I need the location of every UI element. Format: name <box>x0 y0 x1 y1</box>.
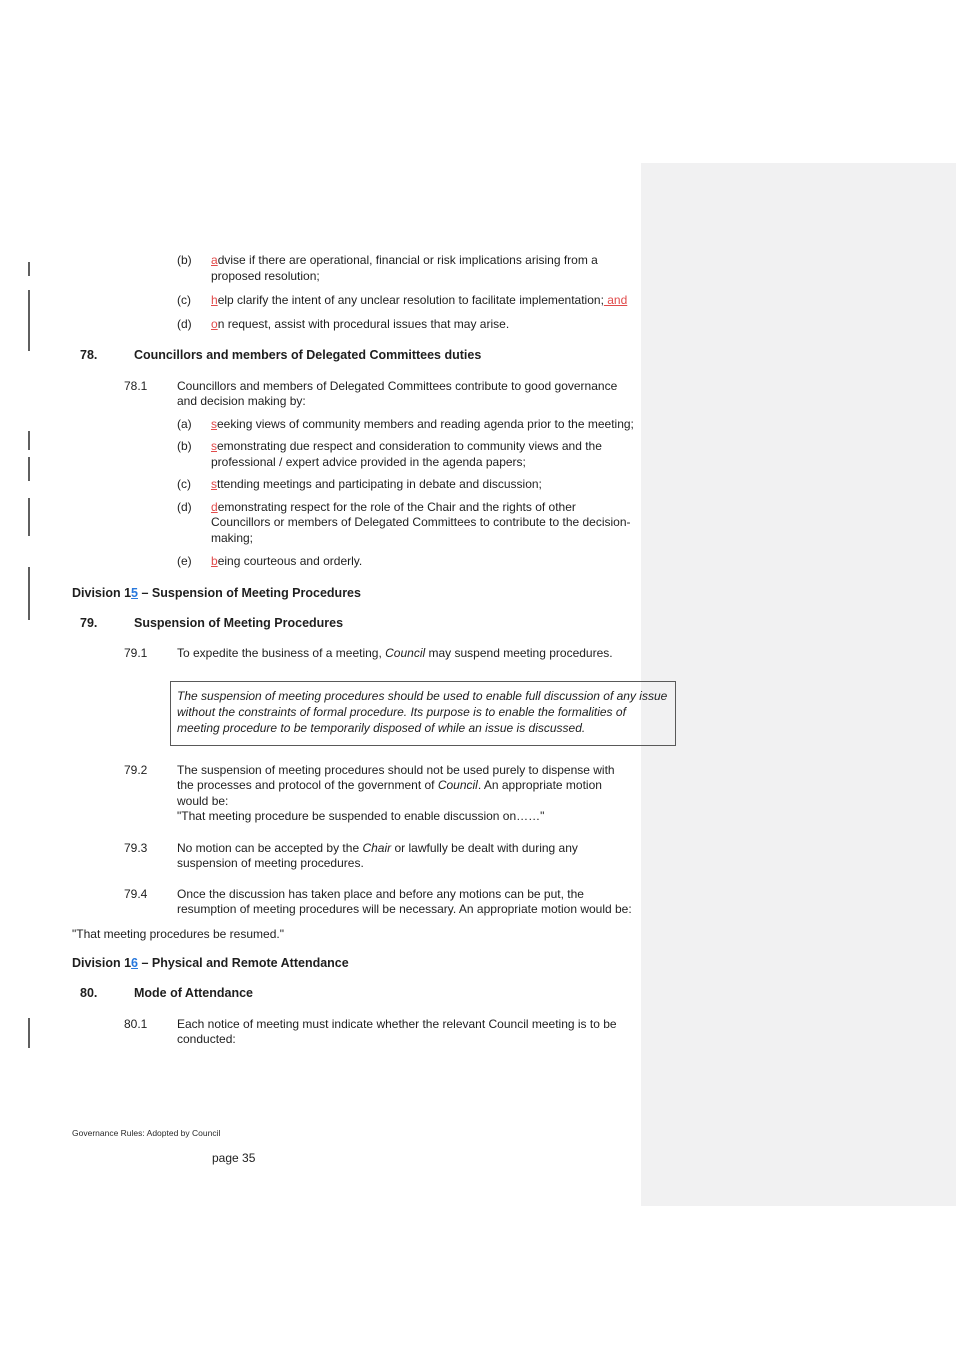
section-heading-79 <box>80 616 676 632</box>
list-item-label: (b) <box>177 253 192 267</box>
list-item <box>177 293 676 309</box>
change-bar <box>28 457 30 481</box>
list-item-label: (d) <box>177 499 192 514</box>
list-item-text <box>211 554 636 570</box>
text-segment: No motion can be accepted by the <box>177 840 363 855</box>
text-segment: Chair <box>362 840 392 855</box>
note-box-text <box>177 689 667 735</box>
change-bar <box>28 290 30 351</box>
section-heading-80 <box>80 986 676 1002</box>
list-item <box>177 417 676 433</box>
text-segment: – Physical and Remote Attendance <box>138 956 349 970</box>
list-item-label: (e) <box>177 554 192 568</box>
list-item <box>177 253 676 284</box>
list-item-text <box>211 477 636 493</box>
clause-78-1 <box>124 379 676 410</box>
change-bar <box>28 567 30 620</box>
section-number: 78. <box>80 348 98 362</box>
text-segment: elp clarify the intent of any unclear resolution to facilitate implementation; <box>217 293 604 307</box>
text-segment: Division 1 <box>72 956 132 970</box>
clause-text <box>177 763 633 825</box>
text-segment: "That meeting procedure be suspended to enable discussion on……" <box>177 809 545 823</box>
change-bar <box>28 431 30 450</box>
section-title: Suspension of Meeting Procedures <box>134 615 344 630</box>
text-segment: d <box>211 499 218 514</box>
list-item <box>177 554 676 570</box>
text-segment: h <box>211 293 218 307</box>
text-segment: s <box>211 477 217 491</box>
clause-number: 79.3 <box>124 840 148 855</box>
text-segment: Councillors and members of Delegated Committees contribute to good governance and decision making by: <box>177 378 618 408</box>
list-item-label: (a) <box>177 416 192 431</box>
list-item <box>177 477 676 493</box>
text-segment: Council <box>437 778 478 792</box>
change-bar <box>28 1018 30 1048</box>
section-heading-78 <box>80 348 676 364</box>
document-content <box>72 253 676 1048</box>
text-segment: The suspension of meeting procedures should not be used purely to dispense with the processes and protocol of the government of <box>177 762 615 792</box>
text-segment: a <box>211 253 218 267</box>
text-segment: Division 1 <box>72 585 132 600</box>
text-segment: . An appropriate motion would be: <box>177 778 602 808</box>
clause-text <box>177 1017 633 1048</box>
text-segment: emonstrating due respect and consideration to community views and the professional / expert advice provided in the agenda papers; <box>211 439 602 469</box>
text-segment: emonstrating respect for the role of the Chair and the rights of other Councillors or members of Delegated Committees to contribute to the decision-making; <box>211 499 631 545</box>
text-segment: 6 <box>131 956 138 970</box>
text-segment: or lawfully be dealt with during any suspension of meeting procedures. <box>177 840 578 870</box>
list-item-label: (c) <box>177 293 191 307</box>
clause-text <box>177 379 633 410</box>
section-title: Mode of Attendance <box>134 986 253 1000</box>
clause-79-3 <box>124 841 676 872</box>
text-segment: Council <box>385 646 426 660</box>
list-item <box>177 500 676 547</box>
clause-number: 79.4 <box>124 886 148 901</box>
standalone-quote: "That meeting procedures be resumed." <box>72 926 284 941</box>
text-segment: Once the discussion has taken place and before any motions can be put, the resumption of meeting procedures will be necessary. An appropriate motion would be: <box>177 886 632 916</box>
text-segment: eeking views of community members and reading agenda prior to the meeting; <box>217 416 634 431</box>
text-segment: o <box>211 316 218 331</box>
list-item-text <box>211 439 636 470</box>
clause-text <box>177 887 633 918</box>
text-segment: Each notice of meeting must indicate whether the relevant Council meeting is to be conducted: <box>177 1016 617 1046</box>
clause-number: 80.1 <box>124 1016 148 1031</box>
clause-79-2 <box>124 763 676 825</box>
clause-79-4 <box>124 887 676 918</box>
text-segment: 5 <box>131 585 138 600</box>
division-heading-16 <box>72 955 676 971</box>
list-item-text <box>211 253 636 284</box>
clause-79-1 <box>124 646 676 662</box>
list-item-label: (d) <box>177 316 192 331</box>
text-segment: – Suspension of Meeting Procedures <box>138 585 361 600</box>
change-bar <box>28 262 30 276</box>
text-segment: n request, assist with procedural issues that may arise. <box>217 316 510 331</box>
text-segment: b <box>211 554 218 568</box>
list-item-text <box>211 317 636 333</box>
text-segment: may suspend meeting procedures. <box>425 646 613 660</box>
list-item-text <box>211 500 636 547</box>
footer-note: Governance Rules: Adopted by Council <box>72 1128 221 1138</box>
change-bar <box>28 498 30 536</box>
note-box <box>170 681 676 746</box>
page-number: page 35 <box>212 1151 256 1165</box>
section-title: Councillors and members of Delegated Committees duties <box>134 348 482 362</box>
clause-text <box>177 841 633 872</box>
text-segment: eing courteous and orderly. <box>217 554 363 568</box>
text-segment: To expedite the business of a meeting, <box>177 646 386 660</box>
clause-number: 79.1 <box>124 646 148 660</box>
list-item-label: (c) <box>177 477 191 491</box>
text-segment: s <box>211 416 217 431</box>
clause-number: 79.2 <box>124 762 148 777</box>
section-number: 80. <box>80 986 98 1000</box>
right-gray-panel <box>641 163 956 1206</box>
list-item <box>177 439 676 470</box>
list-item-text <box>211 417 636 433</box>
clause-80-1 <box>124 1017 676 1048</box>
division-heading-15 <box>72 585 676 601</box>
list-item-label: (b) <box>177 439 192 453</box>
text-segment: The suspension of meeting procedures should be used to enable full discussion of any issue without the constraints of formal procedure. Its purpose is to enable the formalities of meeting procedure to be temporarily disposed of while an issue is discussed. <box>177 688 668 735</box>
text-segment: and <box>603 293 628 307</box>
text-segment: dvise if there are operational, financial or risk implications arising from a proposed resolution; <box>211 253 598 283</box>
text-segment: ttending meetings and participating in debate and discussion; <box>217 477 542 491</box>
clause-text <box>177 646 633 662</box>
list-item <box>177 317 676 333</box>
text-segment: s <box>211 439 217 453</box>
section-number: 79. <box>80 615 98 630</box>
list-item-text <box>211 293 636 309</box>
clause-number: 78.1 <box>124 378 148 393</box>
